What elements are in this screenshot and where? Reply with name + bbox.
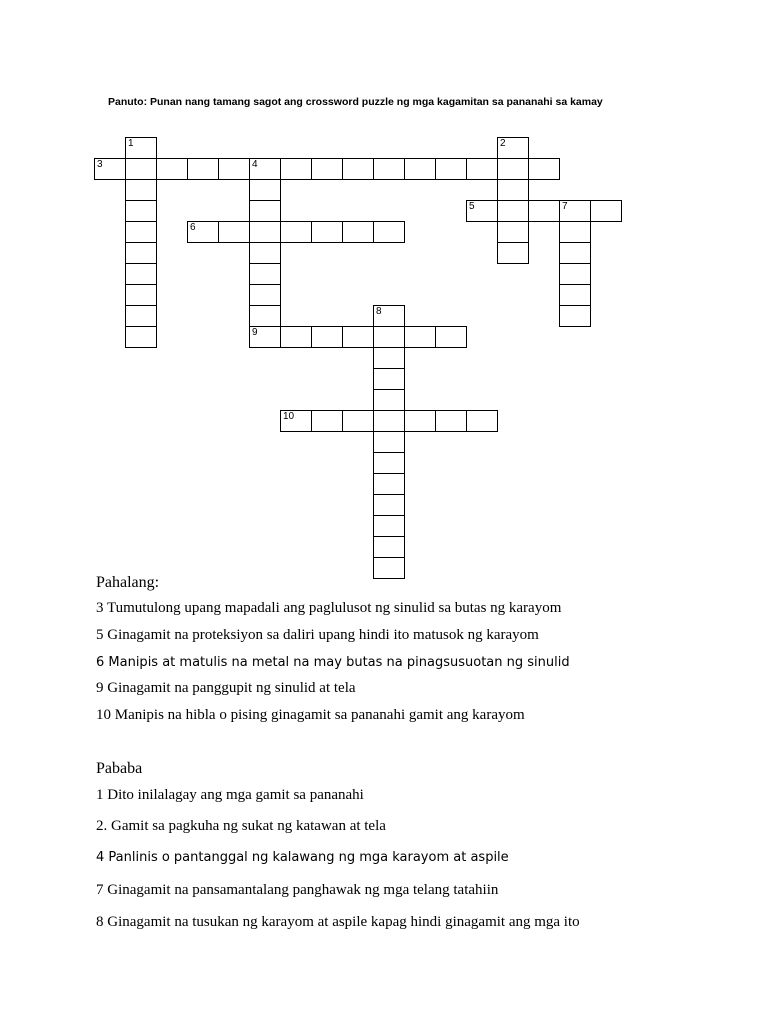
crossword-cell[interactable] [373,221,405,243]
crossword-cell[interactable] [497,200,529,222]
crossword-cell[interactable] [373,473,405,495]
crossword-cell[interactable] [373,326,405,348]
across-clue-9: 9 Ginagamit na panggupit ng sinulid at tela [96,680,356,696]
crossword-cell[interactable] [94,158,126,180]
crossword-cell[interactable] [249,200,281,222]
crossword-cell[interactable] [125,179,157,201]
across-clue-6: 6 Manipis at matulis na metal na may butas na pinagsusuotan ng sinulid [96,655,570,670]
crossword-cell[interactable] [373,536,405,558]
crossword-cell[interactable] [497,179,529,201]
crossword-cell[interactable] [373,347,405,369]
crossword-cell[interactable] [125,326,157,348]
crossword-cell[interactable] [373,494,405,516]
crossword-cell[interactable] [249,221,281,243]
crossword-cell[interactable] [373,368,405,390]
clue-number-6: 6 [190,222,196,233]
crossword-cell[interactable] [528,158,560,180]
crossword-cell[interactable] [559,284,591,306]
crossword-cell[interactable] [435,158,467,180]
down-clue-4: 4 Panlinis o pantanggal ng kalawang ng mga karayom at aspile [96,850,509,865]
clue-number-4: 4 [252,159,258,170]
crossword-cell[interactable] [373,410,405,432]
crossword-cell[interactable] [559,242,591,264]
crossword-cell[interactable] [311,410,343,432]
crossword-cell[interactable] [187,158,219,180]
crossword-cell[interactable] [342,158,374,180]
crossword-cell[interactable] [218,158,250,180]
crossword-cell[interactable] [342,221,374,243]
crossword-cell[interactable] [125,242,157,264]
crossword-cell[interactable] [249,305,281,327]
crossword-cell[interactable] [559,263,591,285]
clue-number-2: 2 [500,138,506,149]
clue-number-8: 8 [376,306,382,317]
crossword-cell[interactable] [373,305,405,327]
crossword-cell[interactable] [249,284,281,306]
crossword-cell[interactable] [497,242,529,264]
crossword-cell[interactable] [404,410,436,432]
clue-number-1: 1 [128,138,134,149]
crossword-cell[interactable] [218,221,250,243]
crossword-cell[interactable] [125,221,157,243]
crossword-cell[interactable] [435,410,467,432]
crossword-cell[interactable] [311,221,343,243]
clue-number-7: 7 [562,201,568,212]
crossword-cell[interactable] [466,158,498,180]
crossword-cell[interactable] [466,410,498,432]
across-clue-3: 3 Tumutulong upang mapadali ang paglulusot ng sinulid sa butas ng karayom [96,600,562,616]
crossword-cell[interactable] [280,158,312,180]
crossword-cell[interactable] [342,326,374,348]
crossword-cell[interactable] [125,158,157,180]
crossword-cell[interactable] [528,200,560,222]
crossword-cell[interactable] [559,200,591,222]
crossword-cell[interactable] [156,158,188,180]
crossword-cell[interactable] [373,515,405,537]
down-clue-8: 8 Ginagamit na tusukan ng karayom at aspile kapag hindi ginagamit ang mga ito [96,914,580,930]
crossword-cell[interactable] [373,158,405,180]
crossword-cell[interactable] [280,410,312,432]
crossword-cell[interactable] [404,158,436,180]
crossword-cell[interactable] [125,263,157,285]
crossword-cell[interactable] [559,305,591,327]
crossword-cell[interactable] [249,326,281,348]
down-clue-2: 2. Gamit sa pagkuha ng sukat ng katawan at tela [96,818,386,834]
down-heading: Pababa [96,760,143,777]
crossword-cell[interactable] [404,326,436,348]
crossword-cell[interactable] [466,200,498,222]
crossword-cell[interactable] [311,326,343,348]
across-clue-5: 5 Ginagamit na proteksiyon sa daliri upang hindi ito matusok ng karayom [96,627,539,643]
across-clue-10: 10 Manipis na hibla o pising ginagamit sa pananahi gamit ang karayom [96,707,525,723]
clue-number-5: 5 [469,201,475,212]
crossword-cell[interactable] [249,158,281,180]
crossword-cell[interactable] [249,242,281,264]
down-clue-7: 7 Ginagamit na pansamantalang panghawak ng mga telang tatahiin [96,882,499,898]
instruction-text: Panuto: Punan nang tamang sagot ang crossword puzzle ng mga kagamitan sa pananahi sa kamay [108,96,603,108]
crossword-cell[interactable] [497,221,529,243]
crossword-cell[interactable] [187,221,219,243]
crossword-cell[interactable] [280,326,312,348]
crossword-cell[interactable] [497,158,529,180]
crossword-cell[interactable] [280,221,312,243]
crossword-cell[interactable] [125,137,157,159]
crossword-cell[interactable] [373,389,405,411]
crossword-cell[interactable] [373,452,405,474]
crossword-cell[interactable] [590,200,622,222]
crossword-cell[interactable] [125,284,157,306]
clue-number-9: 9 [252,327,258,338]
crossword-cell[interactable] [125,200,157,222]
clue-number-3: 3 [97,159,103,170]
crossword-cell[interactable] [559,221,591,243]
clue-number-10: 10 [283,411,295,422]
crossword-cell[interactable] [342,410,374,432]
crossword-cell[interactable] [125,305,157,327]
crossword-cell[interactable] [249,179,281,201]
crossword-cell[interactable] [373,431,405,453]
crossword-cell[interactable] [373,557,405,579]
down-clue-1: 1 Dito inilalagay ang mga gamit sa pananahi [96,787,364,803]
crossword-cell[interactable] [249,263,281,285]
crossword-cell[interactable] [497,137,529,159]
across-heading: Pahalang: [96,574,160,591]
crossword-cell[interactable] [311,158,343,180]
crossword-cell[interactable] [435,326,467,348]
